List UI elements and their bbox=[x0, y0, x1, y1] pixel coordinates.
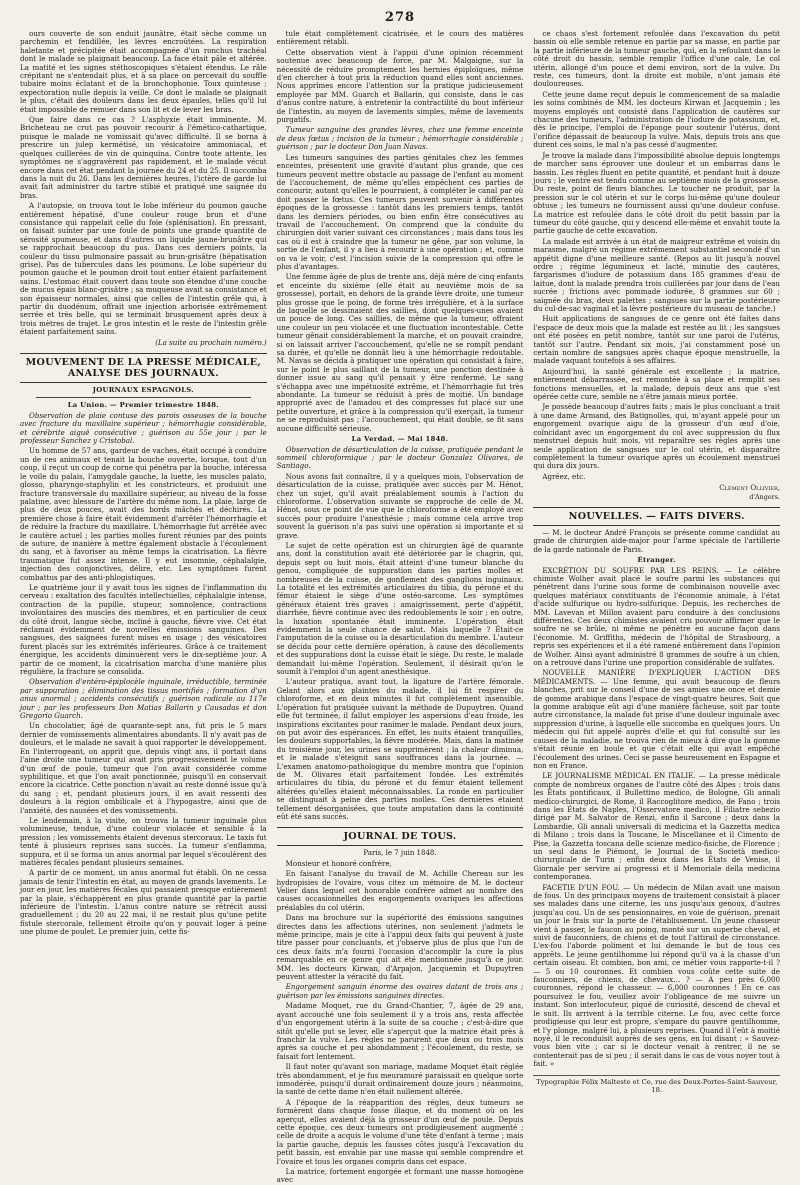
observation-title bbox=[277, 983, 524, 1000]
paragraph: ce chaos s'est fortement refoulée dans l'excavation du petit bassin où elle semble retenue en partie par sa masse, en partie par la partie inférieure de la tumeur gauche, qui, en la refoulant dans le côté droit du bassin, semble remplir l'office d'une cale. Le col utérin, allongé d'un pouce et demi environ, sort de la vulve. Du reste, ces tumeurs, dont la droite est mobile, n'ont jamais été douloureuses. bbox=[533, 29, 781, 89]
observation-title-text: Observation de désarticulation de la cuisse, pratiquée pendant le sommeil chloroformique ; par le docteur Gonzalez Olivares, de Santiago. bbox=[276, 444, 524, 471]
observation-title bbox=[277, 446, 524, 471]
paragraph: tule était complètement cicatrisée, et le cours des matières entièrement rétabli. bbox=[276, 29, 524, 47]
paragraph: A l'époque de la réapparition des règles, deux tumeurs se formèrent dans chaque fosse iliaque, et du moment où on les aperçut, elles avaient déjà la grosseur d'un œuf de poule. Depuis cette époque, ces deux tumeurs ont prodigieusement augmenté ; celle de droite a acquis le volume d'une tête d'enfant à terme ; mais la partie gauche, depuis les fausses côtes jusqu'à l'excavation du petit bassin, est envahie par une masse qui semble comprendre et l'ovaire et tous les organes compris dans cet espace. bbox=[276, 1097, 524, 1166]
divider bbox=[36, 397, 251, 398]
letter-signoff: Agréez, etc. bbox=[542, 471, 586, 481]
letter-greeting: Monsieur et honoré confrère, bbox=[285, 858, 392, 868]
column-right bbox=[533, 30, 780, 1110]
journal-line: La Union. — Premier trimestre 1848. bbox=[67, 401, 219, 410]
subsection-heading: Étranger. bbox=[637, 556, 676, 565]
column-middle bbox=[276, 29, 524, 1185]
observation-title bbox=[20, 678, 267, 720]
paragraph: Cette observation vient à l'appui d'une opinion récemment soutenue avec beaucoup de force, par M. Malgaigne, sur la nécessité de réduire promptement les hernies épiploïques, même d'en chercher à tout prix la réduction quand elles sont anciennes. Nous apprîmes encore l'attention sur la pratique judicieusement employée par MM. Guarch et Ballarin, qui consiste, dans le cas d'anus contre nature, à entretenir la contractilité du bout inférieur de l'intestin, au moyen de lavements simples, même de lavements purgatifs. bbox=[276, 47, 524, 125]
paragraph: En faisant l'analyse du travail de M. Achille Chereau sur les hydropisies de l'ovaire, vous citez un mémoire de M. le docteur Velier dans lequel cet honorable confrère admet au nombre des causes occasionnelles des engorgements ovariques les affections préalables du col utérin. bbox=[276, 869, 524, 912]
continued-note: (La suite au prochain numéro.) bbox=[155, 337, 267, 347]
paragraph: A l'autopsie, on trouva tout le lobe inférieur du poumon gauche entièrement hépatisé, d'une couleur rouge brun et d'une consistance qui rappelait celle du foie (splénisation). En pressant, on faisait suinter par une foule de points une grande quantité de sérosité spumeuse, et dans d'autres un liquide jaune-brunâtre qui se rapprochait beaucoup du pus. Dans ces derniers points, la couleur du tissu pulmonaire passait au brun-grisâtre (hépatisation grise). Pas de tubercules dans les poumons. Le lobe supérieur du poumon gauche et le poumon droit tout entier étaient parfaitement sains. L'estomac était couvert dans toute son étendue d'une couche de mucus épais blanc-grisâtre ; sa muqueuse avait sa consistance et son épaisseur normales, ainsi que celles de l'intestin grêle qui, à partir du duodénum, offrait une injection arborisée extrêmement serrée et très belle, qui se terminait brusquement après deux à trois mètres de trajet. Le gros intestin et le reste de l'intestin grêle étaient parfaitement sains. bbox=[20, 201, 267, 337]
journal-line: La Verdad. — Mai 1848. bbox=[351, 435, 449, 444]
observation-title-text: Engorgement sanguin énorme des ovaires datant de trois ans ; guérison par les émissions sanguines directes. bbox=[276, 982, 524, 1000]
paragraph: Un homme de 57 ans, gardeur de vaches, était occupé à conduire un de ces animaux et tenait la bouche ouverte, lorsque, tout d'un coup, il reçut un coup de corne qui pénétra par la bouche, intéressa le voile du palais, l'amygdale gauche, la luette, les muscles palato, glosso, pharyngo-staphylin et les constricteurs, et produisit une fracture transversale du maxillaire supérieur, au niveau de la fosse palatine, avec blessure de l'artère du même nom. La plaie, large de plus de deux pouces, avait des bords mâchés et déchirés. La première chose à faire était évidemment d'arrêter l'hémorrhagie et de réduire la fracture du maxillaire. L'hémorrhagie fut arrêtée avec le cautère actuel ; les parties molles furent réunies par des points de suture, de manière à mettre également obstacle à l'écoulement du sang, et à favoriser au même temps la cicatrisation. La fièvre traumatique fut assez intense. Il y eut insomnie, céphalalgie, injection des conjonctives, délire, etc. Les symptômes furent combattus par des anti-phlogistiques. bbox=[20, 446, 267, 582]
observation-title-text: Tumeur sanguine des grandes lèvres, chez une femme enceinte de deux fœtus ; incision de la tumeur ; hémorrhagie considérable ; guérison ; par le docteur Don Juan Navas. bbox=[276, 125, 524, 152]
paragraph: Dans ma brochure sur la supériorité des émissions sanguines directes dans les affections utérines, non seulement j'admets le même principe, mais je cite à l'appui deux faits qui peuvent à juste titre passer pour concluants, et j'observe plus de plus que l'un de ces deux faits m'a fourni l'occasion d'accomplir la cure la plus remarquable en ce genre qui ait été mentionnée jusqu'à ce jour. MM. les docteurs Kirwan, d'Arpajon, Jacquemin et Dupuytren peuvent attester la véracité du fait. bbox=[276, 913, 524, 982]
paragraph: ours couverte de son enduit jaunâtre, était sèche comme un parchemin et fendillée, les lèvres encroûtées. La respiration haletante et précipitée était accompagnée d'un ronchus trachéal dont le malade se plaignait beaucoup. La face était pâle et altérée. La matité et les signes stéthoscopiques s'étaient étendus. Le râle crépitant ne s'entendait plus, et à sa place on percevait du souffle tubaire moins éclatant et de la bronchophonie. Toux quinteuse ; expectoration nulle depuis la veille. Ce dont le malade se plaignait le plus, c'était des douleurs dans les deux épaules, telles qu'il lui était impossible de remuer dans son lit et de lever les bras. bbox=[20, 29, 267, 114]
paragraph: Le lendemain, à la visite, on trouva la tumeur inguinale plus volumineuse, tendue, d'une couleur violacée et sensible à la pression ; les vomissements étaient devenus stercoraux. Le taxis fut tenté à plusieurs reprises sans succès. La tumeur s'enflamma, suppura, et il se forma un anus anormal par lequel s'écoulèrent des matières fécales pendant plusieurs semaines. bbox=[20, 815, 267, 867]
paragraph: LE JOURNALISME MÉDICAL EN ITALIE. — La presse médicale compte de nombreux organes de l'autre côté des Alpes : trois dans les États pontificaux, il Bullettino medico, de Bologne, Gli annali medico-chirurgici, de Rome, il Raccoglitore medico, de Fano ; trois dans les États de Naples, l'Osservatore medico, il Filiatre sebezio dirigé par M. Salvator de Renzi, enfin il Sarcone ; deux dans la Lombardie, Gli annali universali di medicina et la Gazzetta medica di Milano ; trois dans la Toscane, le Miscellanee et il Cimento de Pise, la Gazzetta toscana delle scienze medico-fisiche, de Florence ; un seul dans le Piémont, le Journal de la Società medico-chirurgicale de Turin ; enfin deux dans les États de Venise, il Giornale per servire ai progressi et il Memoriale della medicina contemporanea. bbox=[533, 771, 781, 882]
letter-dateline: Paris, le 7 juin 1848. bbox=[363, 849, 437, 858]
paragraph: — M. le docteur André François se présente comme candidat au grade de chirurgien aide-major pour l'arme spéciale de l'artillerie de la garde nationale de Paris. bbox=[533, 527, 781, 554]
paragraph: Un chocolatier, âgé de quarante-sept ans, fut pris le 5 mars dernier de vomissements alimentaires abondants. Il n'y avait pas de douleurs, et le malade ne savait à quoi rapporter le développement. En l'interrogeant, on apprit que, depuis vingt ans, il portait dans l'aine droite une tumeur qui avait pris progressivement le volume d'un œuf de poule, tumeur que l'on avait considérée comme syphilitique, et que l'on avait ponctionnée, puisqu'il en conservait encore la cicatrice. Cette ponction n'avait au reste donné issue qu'à du sang ; et, pendant plusieurs jours, il en avait ressenti des douleurs à la région ombilicale et à l'hypogastre, ainsi que de l'anxiété, des nausées et des vomissements. bbox=[20, 721, 267, 815]
paragraph: L'auteur pratiqua, avant tout, la ligature de l'artère fémorale. Gelant alors aux plaintes du malade, il lui fit respirer du chloroforme, et en deux minutes il fut complètement insensible. L'opération fut pratiquée suivant la méthode de Dupuytren. Quand elle fut terminée, il fallut employer les aspersions d'eau froide, les inspirations excitantes pour ranimer le malade. Pendant deux jours, on put avoir des espérances. En effet, les nuits étaient tranquilles, les douleurs supportables, la fièvre modérée. Mais, dans la matinée du troisième jour, les urines se supprimèrent ; la chaleur diminua, et le malade s'éteignit sans souffrances dans la journée. — L'examen anatomo-pathologique du membre montra que l'opinion de M. Olivares était parfaitement fondée. Les extrémités articulaires du tibia, du péroné et du fémur étaient tellement altérées qu'elles étaient méconnaissables. La ronde en particulier se distinguait à peine des parties molles. Ces dernières étaient tellement désorganisées, que toute amputation dans la continuité eût été sans succès. bbox=[276, 677, 524, 821]
paragraph: Nous avons fait connaître, il y a quelques mois, l'observation de désarticulation de la cuisse, pratiquée avec succès par M. Hénot, chez un sujet, qu'il avait préalablement soumis à l'action du chloroforme. L'observation suivante se rapproche de celle de M. Hénot, sous ce point de vue que le chloroforme a été employé avec succès pour produire l'anesthésie ; mais comme cela arrive trop souvent la guérison n'a pas suivi une opération si importante et si grave. bbox=[276, 471, 524, 540]
paragraph: Le sujet de cette opération est un chirurgien âgé de quarante ans, dont la constitution avait été détériorée par le chagrin, qui, depuis sept ou huit mois, était atteint d'une tumeur blanche du genou, compliquée de suppuration dans les parties molles et nombreuses de la cuisse, de gonflement des ganglions inguinaux. La totalité et les extrémités articulaires du tibia, du péroné et du fémur étaient le siège d'une ostéo-sarcome. Les symptômes généraux étaient très graves : amaigrissement, perte d'appétit, diarrhée, fièvre continue avec des redoublements le soir ; en outre, la luxation spontanée était imminente. L'opération était évidemment la seule chance de salut. Mais laquelle ? Était-ce l'amputation de la cuisse ou la désarticulation du membre. L'auteur se décida pour cette dernière opération, à cause des décollements et des suppurations dont la cuisse était le siège. Du reste, le malade demandait lui-même l'opération. Seulement, il désirait qu'on le soumît à l'emploi d'un agent anesthésique. bbox=[276, 540, 524, 677]
paragraph: NOUVELLE MANIÈRE D'EXPLIQUER L'ACTION DES MÉDICAMENTS. — Une femme, qui avait beaucoup de fleurs blanches, prit sur le conseil d'une de ses amies une once et demie de gomme arabique dans l'espace de vingt-quatre heures. Soit que la gomme arabique eût agi d'une manière fâcheuse, soit par toute autre circonstance, la malade fut prise d'une douleur inguinale avec suppression d'urine, à laquelle elle succomba en quelques jours. Un médecin qui fut appelé auprès d'elle et qui fut consulté sur les causes de la maladie, ne trouva rien de mieux à dire que la gomme s'était réunie en boule et que c'était elle qui avait empêché l'écoulement des urines. Ceci se passe heureusement en Espagne et non en France. bbox=[533, 668, 781, 770]
section-title: JOURNAL DE TOUS. bbox=[277, 827, 524, 846]
paragraph: Cette jeune dame reçut depuis le commencement de sa maladie les soins combinés de MM. les docteurs Kirwan et Jacquemin ; les moyens employés ont consisté dans l'application de cautères sur chacune des tumeurs, l'administration de l'iodure de potassium, et, dès le principe, l'emploi de l'éponge pour soutenir l'utérus, dont l'orifice dépassait de beaucoup la vulve. Mais, depuis trois ans que durent ces soins, le mal n'a pas cessé d'augmenter. bbox=[533, 89, 781, 150]
paragraph: Il faut noter qu'avant son mariage, madame Moquet était réglée très abondamment, et je fus meuramuré paraissait en quelque sorte inmodérée, puisqu'il durait ordinairement douze jours ; néanmoins, la santé de cette dame n'en était nullement altérée. bbox=[276, 1062, 524, 1097]
observation-title-text: Observation de plaie contuse des parois osseuses de la bouche avec fracture du maxillaire supérieur ; hémorrhagie considérable, et cérébrite aiguë consécutive ; guérison au 55e jour ; par le professeur Sanchez y Cristobal. bbox=[20, 410, 267, 446]
observation-title bbox=[277, 126, 524, 151]
paragraph: Je possède beaucoup d'autres faits ; mais le plus concluant a trait à une dame Armand, des Batignolles, qui, m'ayant appelé pour un engorgement ovarique aigu de la grosseur d'un œuf d'oie, coïncidant avec un engorgement du col avec suppression du flux menstruel depuis huit mois, vit reparaître ses règles après une seule application de sangsues sur le col utérin, et disparaître complètement la tumeur ovarique après un écoulement menstruel qui dura dix jours. bbox=[533, 402, 781, 471]
paragraph: Le quatrième jour il y avait tous les signes de l'inflammation du cerveau : exaltation des facultés intellectuelles, céphalalgie intense, contraction de la pupille, stupeur, somnolence, contractions involontaires des muscles des membres, et en particulier de ceux du côté droit, langue sèche, incliné à gauche, fièvre vive. Cet état réclamait évidemment de nouvelles émissions sanguines. Des sangsues, des saignées furent mises en usage ; des vésicatoires furent placés sur les extrémités inférieures. Grâce à ce traitement énergique, les accidents diminuèrent vers le dix-septième jour. A partir de ce moment, la cicatrisation marcha d'une manière plus régulière, la fracture se consolida. bbox=[20, 582, 267, 677]
column-left bbox=[20, 30, 267, 1110]
observation-title-text: Observation d'entéro-épiplocèle inguinale, irréductible, terminée par suppuration ; élimination des tissus mortifiés ; formation d'un anus anormal ; accidents consécutifs ; guérison radicale au 117e jour ; par les professeurs Don Matias Ballarin y Causadas et don Gregorio Guarch. bbox=[20, 677, 267, 721]
paragraph: FACETIE D'UN FOU. — Un médecin de Milan avait une maison de fous. Un des principaux moyens de traitement consistait à placer ses malades dans une citerne, les uns jusqu'aux genoux, d'autres jusqu'au cou. Un de ses pensionnaires, en voie de guérison, prenait un jour le frais sur la porte de l'établissement. Un jeune chasseur vient à passer, le faucon au poing, monté sur un superbe cheval, et suivi de fauconniers, de chiens et de tout l'attirail de circonstance. L'ex-fou l'aborde poliment et lui demande le but de tous ces apprêts. Le jeune gentilhomme lui répond qu'il va à la chasse d'un certain oiseau. Et combien, bon ami, ce métier vous rapporte-t-il ? — 5 ou 10 couronnes. Et combien vous coûte cette suite de fauconniers, de chiens, de chevaux… ? — A peu près 6,000 couronnes, répond le chasseur. — 6,000 couronnes ! En ce cas poursuivez le fou, veuillez avoir l'obligeance de me suivre un instant. Son interlocuteur, piqué de curiosité, descend de cheval et le suit. Ils arrivent à la terrible citerne. Le fou, avec cette force prodigieuse qui leur est propre, s'empare du pauvre gentilhomme, et l'y plonge, malgré lui, à plusieurs reprises. Quand il l'eût à moitié noyé, il le reconduisit auprès de ses gens, en lui disant : « Sauvez-vous bien vite ; car si le docteur venait à rentrer, il ne se contenterait pas de si peu ; il serait dans le cas de vous noyer tout à fait. » bbox=[533, 882, 781, 1069]
subsection-heading: JOURNAUX ESPAGNOLS. bbox=[92, 386, 194, 395]
paragraph: La matrice, fortement engorgée et formant une masse homogène avec bbox=[276, 1167, 524, 1185]
paragraph: Que faire dans ce cas ? L'asphyxie était imminente. M. Bricheteau ne crut pas pouvoir recourir à l'émético-cathartique, puisque le malade ne vomissait qu'avec difficulté. Il se borna à prescrire un julep kermétisé, un vésicatoire ammoniacal, et quelques cuillerées de vin de quinquina. Contre toute attente, les symptômes ne s'aggravèrent pas rapidement, et le malade vécut encore dans cet état pendant la journée du 24 et du 25. Il succomba dans la nuit du 26. Dans les dernières heures, l'ictère de garde lui avait fait administrer du tartre stibié et pratiqué une saignée du bras. bbox=[20, 115, 267, 200]
paragraph: La malade est arrivée à un état de maigreur extrême et voisin du marasme, malgré un régime extrêmement substantiel secondé d'un appétit digne d'une meilleure santé. (Repos au lit jusqu'à nouvel ordre ; régime légumineux et lacté, minutie des cautères, fargarismes d'iodure de potassium dans 185 grammes d'eau de laitue, dont la malade prendra trois cuillerées par jour dans de l'eau sucrée ; frictions avec pommade iodurée, 8 grammes sur 60 ; saignée du bras, deux palettes ; sangsues sur la partie postérieure du cul-de-sac vaginal et la lèvre postérieure du museau de tanche.) bbox=[533, 236, 781, 313]
observation-title bbox=[20, 412, 267, 446]
paragraph: Je trouve la malade dans l'impossibilité absolue depuis longtemps de marcher sans éprouver une douleur et un embarras dans le bassin. Les règles fluent en petite quantité, et pendant huit à douze jours ; le ventre est tendu comme au septième mois de la grossesse. Du reste, point de fleurs blanches. Le toucher ne produit, par la pression sur le col utérin et sur le corps lui-même qu'une douleur obtuse ; les tumeurs ne fournissent aussi qu'une douleur confuse. La matrice est refoulée dans le côté droit du petit bassin par la tumeur du côté gauche, qui y descend elle-même et envahit toute la partie gauche de cette excavation. bbox=[533, 150, 781, 236]
page-number: 278 bbox=[384, 10, 416, 25]
paragraph: Une femme âgée de plus de trente ans, déjà mère de cinq enfants et enceinte du sixième (elle était au neuvième mois de sa grossesse), portait, en dehors de la grande lèvre droite, une tumeur plus grosse que le poing, de forme très irrégulière, et à la surface de laquelle se dessinaient des saillies, dont quelques-unes avaient un pouce de long. Ces saillies, de même que la tumeur, offraient une couleur un peu violacée et une fluctuation incontestable. Cette tumeur gênait considérablement la marche, et on pouvait craindre, si on laissait arriver l'accouchement, qu'elle ne se rompît pendant sa durée, et qu'elle ne donnât lieu à une hémorrhagie redoutable. M. Navas se décida à pratiquer une opération qui consistait à faire, sur le point le plus saillant de la tumeur, une ponction destinée à donner issue au sang qu'il pensait y être renfermé. Le sang s'échappa avec une impétuosité extrême, et l'hémorrhagie fut très abondante. La tumeur se réduisit à près de moitié. Un bandage approprié avec de l'amadou et des compresses fut placé sur une petite ouverture, et grâce à la compression qu'il exerçait, la tumeur ne se reproduisit pas ; l'accouchement, qui était double, se fit sans aucune difficulté sérieuse. bbox=[276, 272, 524, 433]
paragraph: A partir de ce moment, un anus anormal fut établi. On ne cessa jamais de tenir l'intestin en état, au moyen de grands lavements. Le jour en jour, les matières fécales qui passaient presque entièrement par la plaie, s'échappèrent en plus grande quantité par la partie inférieure de l'intestin. L'anus contre nature se rétrécit aussi graduellement ; du 20 au 22 mai, il ne restait plus qu'une petite fistule stercorale, tellement étroite qu'on y pouvait loger à peine une plume de poulet. Le premier juin, cette fis- bbox=[20, 868, 267, 937]
paragraph: Aujourd'hui, la santé générale est excellente ; la matrice, entièrement débarrassée, est remontée à sa place et remplit ses fonctions mensuelles, et la malade, depuis deux ans que s'est opérée cette cure, semble ne s'être jamais mieux portée. bbox=[533, 366, 781, 402]
signature-place: d'Angers. bbox=[749, 492, 781, 501]
printer-imprint: Typographie Félix Malteste et Ce, rue des Deux-Portes-Saint-Sauveur, 18. bbox=[533, 1075, 780, 1095]
section-title: NOUVELLES. — FAITS DIVERS. bbox=[533, 507, 780, 526]
paragraph: Madame Moquet, rue du Grand-Chantier, 7, âgée de 29 ans, ayant accouché une fois seulement il y a trois ans, resta affectée d'un engorgement utérin à la suite de sa couche ; c'est-à-dire que sitôt qu'elle put se lever, elle s'aperçut que la matrice était près à franchir la vulve. Les règles ne parurent que deux ou trois mois après sa couche et peu abondamment ; l'écoulement, du reste, se faisait fort lentement. bbox=[276, 1001, 524, 1061]
signature-name: Clément Ollivier, bbox=[719, 483, 781, 493]
columns bbox=[20, 29, 781, 1185]
section-title: MOUVEMENT DE LA PRESSE MÉDICALE, ANALYSE DES JOURNAUX. bbox=[20, 353, 267, 383]
paragraph: EXCRÉTION DU SOUFRE PAR LES REINS. — Le célèbre chimiste Wolher avait placé le soufre parmi les substances qui pénètrent dans l'urine sous forme de combinaison nouvelle avec quelques matériaux constituants de l'économie animale, à l'état d'acide sulfurique ou hydro-sulfurique. Depuis, les recherches de MM. Lavevan et Millon avaient paru conduire à des conclusions différentes. Ces deux chimistes avaient cru pouvoir affirmer que le soufre ne se brûle, ni même ne pénètre en aucune façon dans l'économie. M. Griffiths, médecin de l'hôpital de Strasbourg, a repris ses expériences et il a été ramené entièrement dans l'opinion de Wolher. Ainsi ayant administré 8 grammes de soufre à un chien, on a retrouvé dans l'urine une proportion considérable de sulfates. bbox=[533, 565, 781, 668]
paragraph: Huit applications de sangsues de ce genre ont été faites dans l'espace de deux mois que la malade est restée au lit ; les sangsues ont été posées en petit nombre, tantôt sur une paroi de l'utérus, tantôt sur l'autre. Pendant six mois, j'ai constamment posé un certain nombre de sangsues après chaque époque menstruelle, la malade vaquant toutefois à ses affaires. bbox=[533, 314, 781, 366]
paragraph: Les tumeurs sanguines des parties génitales chez les femmes enceintes, présentent une gravité d'autant plus grande, que ces tumeurs peuvent mettre obstacle au passage de l'enfant au moment de l'accouchement, de même qu'elles empêchent ces parties de concourir, autant qu'elles le pourraient, à compléter le canal par où doit passer le fœtus. Ces tumeurs peuvent survenir à différentes époques de la grossesse : tantôt dans les premiers temps, tantôt dans les derniers périodes, ou bien enfin être consécutives au travail de l'accouchement. On comprend que la conduite du chirurgien doit varier suivant ces circonstances ; mais dans tous les cas où il est à craindre que la tumeur ne gêne, par son volume, la sortie de l'enfant, il y a lieu à recourir à une opération ; et, comme on va le voir, c'est l'incision suivie de la compression qui offre le plus d'avantages. bbox=[276, 152, 524, 271]
letter-signature bbox=[533, 484, 780, 501]
